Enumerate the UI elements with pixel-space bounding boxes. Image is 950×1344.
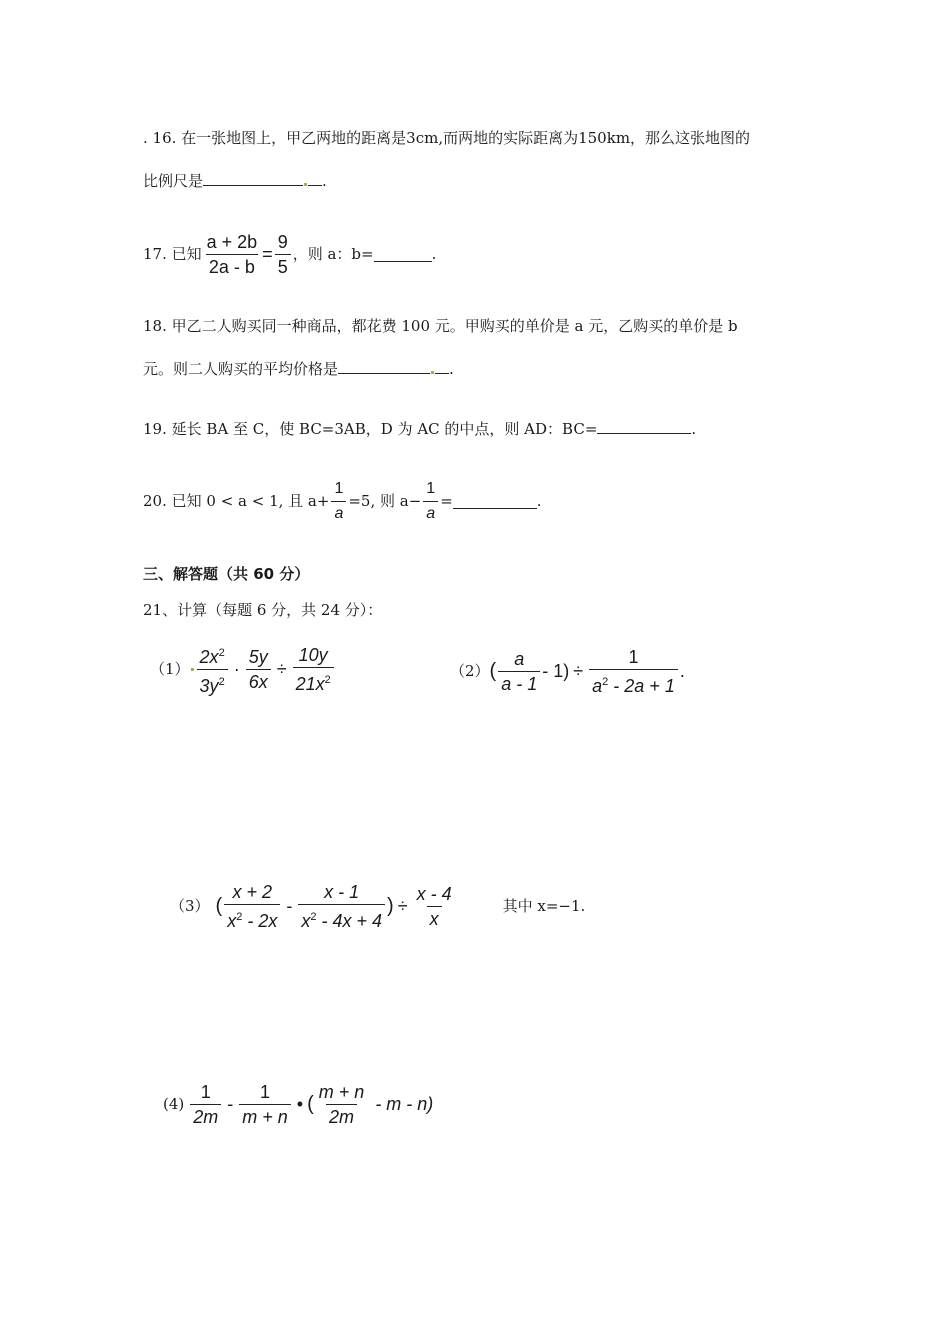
q17-fraction-2: [275, 232, 291, 277]
q21-p1-f3-numerator: 10y: [298, 644, 328, 665]
q21-p1-f2-numerator: 5y: [248, 646, 268, 667]
q21-p4-f1-numerator: 1: [200, 1081, 211, 1102]
q21-p2-f1-denominator: a - 1: [501, 673, 538, 694]
q21-p4-fraction-1: [190, 1082, 221, 1127]
q21-p4-label: (4): [163, 1095, 185, 1113]
q21-p1-divide: ÷: [276, 659, 287, 679]
q17-answer-blank[interactable]: [374, 246, 432, 262]
q17-frac1-numerator: a + 2b: [206, 231, 258, 252]
q17: [143, 232, 436, 276]
q21-p4-left-paren: (: [307, 1093, 314, 1115]
q20-fraction-1: [331, 479, 346, 524]
q17-fraction-1: [204, 232, 261, 277]
q21-p2-left-paren: (: [489, 660, 497, 682]
q21-part2: [450, 644, 685, 698]
q21-p4-f1-denominator: 2m: [193, 1106, 219, 1127]
q20-frac2-numerator: 1: [426, 479, 436, 497]
q21-part4: [163, 1078, 433, 1130]
q19-period: .: [691, 420, 697, 438]
q21-part3: [170, 878, 585, 934]
q21-title: 21、计算（每题 6 分，共 24 分）：: [143, 601, 383, 619]
q21-p4-minus: -: [227, 1094, 234, 1114]
q21-p4-fraction-3: [316, 1082, 368, 1127]
q19: [143, 418, 696, 439]
q20-answer-blank[interactable]: [453, 493, 537, 509]
q21-p3-f2-numerator: x - 1: [324, 881, 360, 902]
q19-answer-blank[interactable]: [597, 418, 691, 434]
q18-line1: 18. 甲乙二人购买同一种商品，都花费 100 元。甲购买的单价是 a 元，乙购买的单价是 b: [143, 317, 738, 335]
q20-frac1-denominator: a: [331, 501, 346, 524]
q20-frac1-numerator: 1: [334, 479, 344, 497]
q19-text: 19. 延长 BA 至 C，使 BC=3AB，D 为 AC 的中点，则 AD：BC=: [143, 420, 598, 438]
q17-period: .: [431, 245, 437, 263]
q21-p1-f3-den-exponent: 2: [324, 673, 331, 686]
q16-answer-blank-tail: [308, 170, 322, 186]
q17-prefix: 17. 已知: [143, 245, 202, 263]
q21-p3-f2-den-rest: - 4x + 4: [316, 910, 383, 931]
q21-p2-divide: ÷: [573, 661, 584, 681]
section-3-title: 三、解答题（共 60 分）: [143, 565, 310, 583]
q21-p3-f2-den-exponent: 2: [310, 910, 317, 923]
q21-p4-fraction-2: [239, 1082, 291, 1127]
q17-frac2-numerator: 9: [277, 231, 288, 252]
q21-p3-minus: -: [286, 896, 293, 916]
q21-p4-multiply: •: [296, 1094, 304, 1114]
q16-label: 比例尺是: [143, 172, 204, 190]
q20-period: .: [536, 492, 542, 510]
q21-p3-fraction-2: [298, 882, 385, 931]
q18-answer-blank[interactable]: [338, 358, 430, 374]
q20-suffix: =: [440, 492, 453, 510]
q21-p2-f2-den-rest: - 2a + 1: [608, 675, 675, 696]
q21-p1-f1-numerator: 2x: [199, 646, 219, 667]
q21-p1-fraction-2: [246, 647, 271, 692]
q21-p3-fraction-3: [414, 884, 455, 929]
q21-p2-f2-den-exponent: 2: [602, 675, 609, 688]
q18-line2: [143, 358, 454, 379]
q16-line2: [143, 170, 327, 191]
q21-p1-label: （1）: [150, 660, 190, 678]
q21-p1-fraction-1: [197, 643, 228, 696]
q21-p2-fraction-1: [498, 649, 540, 694]
q21-p1-f1-denominator: 3y: [199, 675, 219, 696]
q21-p4-f3-numerator: m + n: [318, 1081, 365, 1102]
q21-p1-f1-num-exponent: 2: [218, 646, 225, 659]
q21-p2-f2-den-base: a: [592, 675, 603, 696]
q20-mid: =5, 则 a−: [348, 492, 422, 510]
q21-p1-multiply: ·: [233, 659, 240, 679]
q21-p3-divide: ÷: [397, 896, 408, 916]
q16-answer-blank[interactable]: [203, 170, 303, 186]
q21-p1-f1-den-exponent: 2: [218, 675, 225, 688]
q21-p3-f2-den-base: x: [301, 910, 311, 931]
q17-equals: =: [262, 244, 273, 264]
q21-p4-f3-denominator: 2m: [329, 1106, 355, 1127]
q20: [143, 478, 542, 524]
q21-p1-fraction-3: [293, 645, 334, 694]
q21-p4-f2-numerator: 1: [260, 1081, 271, 1102]
q21-p3-f1-numerator: x + 2: [232, 881, 273, 902]
q21-p1-f3-denominator: 21x: [295, 673, 325, 694]
q17-frac1-denominator: 2a - b: [206, 254, 258, 277]
q20-prefix: 20. 已知 0 < a < 1, 且 a+: [143, 492, 330, 510]
q21-p2-period: .: [679, 661, 685, 681]
q21-p1-f2-denominator: 6x: [248, 671, 268, 692]
q21-p3-f1-den-base: x: [227, 910, 237, 931]
marker-dot: [304, 183, 307, 186]
q21-p4-rest: - m - n): [375, 1094, 434, 1114]
q20-frac2-denominator: a: [423, 501, 438, 524]
q21-p2-f2-numerator: 1: [628, 646, 639, 667]
q20-fraction-2: [423, 479, 438, 524]
q21-p2-fraction-2: [589, 647, 678, 696]
q16-line1: . 16. 在一张地图上，甲乙两地的距离是3cm,而两地的实际距离为150km，那么这张地图的: [143, 129, 751, 147]
q17-suffix: ，则 a：b=: [292, 245, 374, 263]
q21-p2-minus-one: - 1): [542, 661, 570, 681]
q21-p3-label: （3）: [170, 897, 210, 915]
marker-dot: [431, 371, 434, 374]
q17-frac2-denominator: 5: [275, 254, 291, 277]
marker-dot: [191, 668, 194, 671]
q21-p3-f1-den-rest: - 2x: [242, 910, 278, 931]
q21-p3-condition: 其中 x=−1.: [502, 897, 586, 915]
q21-p3-f3-denominator: x: [429, 908, 439, 929]
q21-part1: [150, 642, 336, 696]
q18-answer-blank-tail: [435, 358, 449, 374]
q21-p2-f1-numerator: a: [514, 648, 525, 669]
q21-p2-label: （2）: [450, 662, 490, 680]
q21-p3-fraction-1: [224, 882, 280, 931]
q21-p3-f1-den-exponent: 2: [236, 910, 243, 923]
q21-p3-f3-numerator: x - 4: [416, 883, 452, 904]
q21-p4-f2-denominator: m + n: [242, 1106, 288, 1127]
q16-period: .: [322, 172, 327, 190]
q18-period: .: [449, 360, 454, 378]
q21-p3-left-paren: (: [215, 895, 223, 917]
q18-label: 元。则二人购买的平均价格是: [143, 360, 339, 378]
q21-p3-right-paren: ): [387, 895, 394, 917]
